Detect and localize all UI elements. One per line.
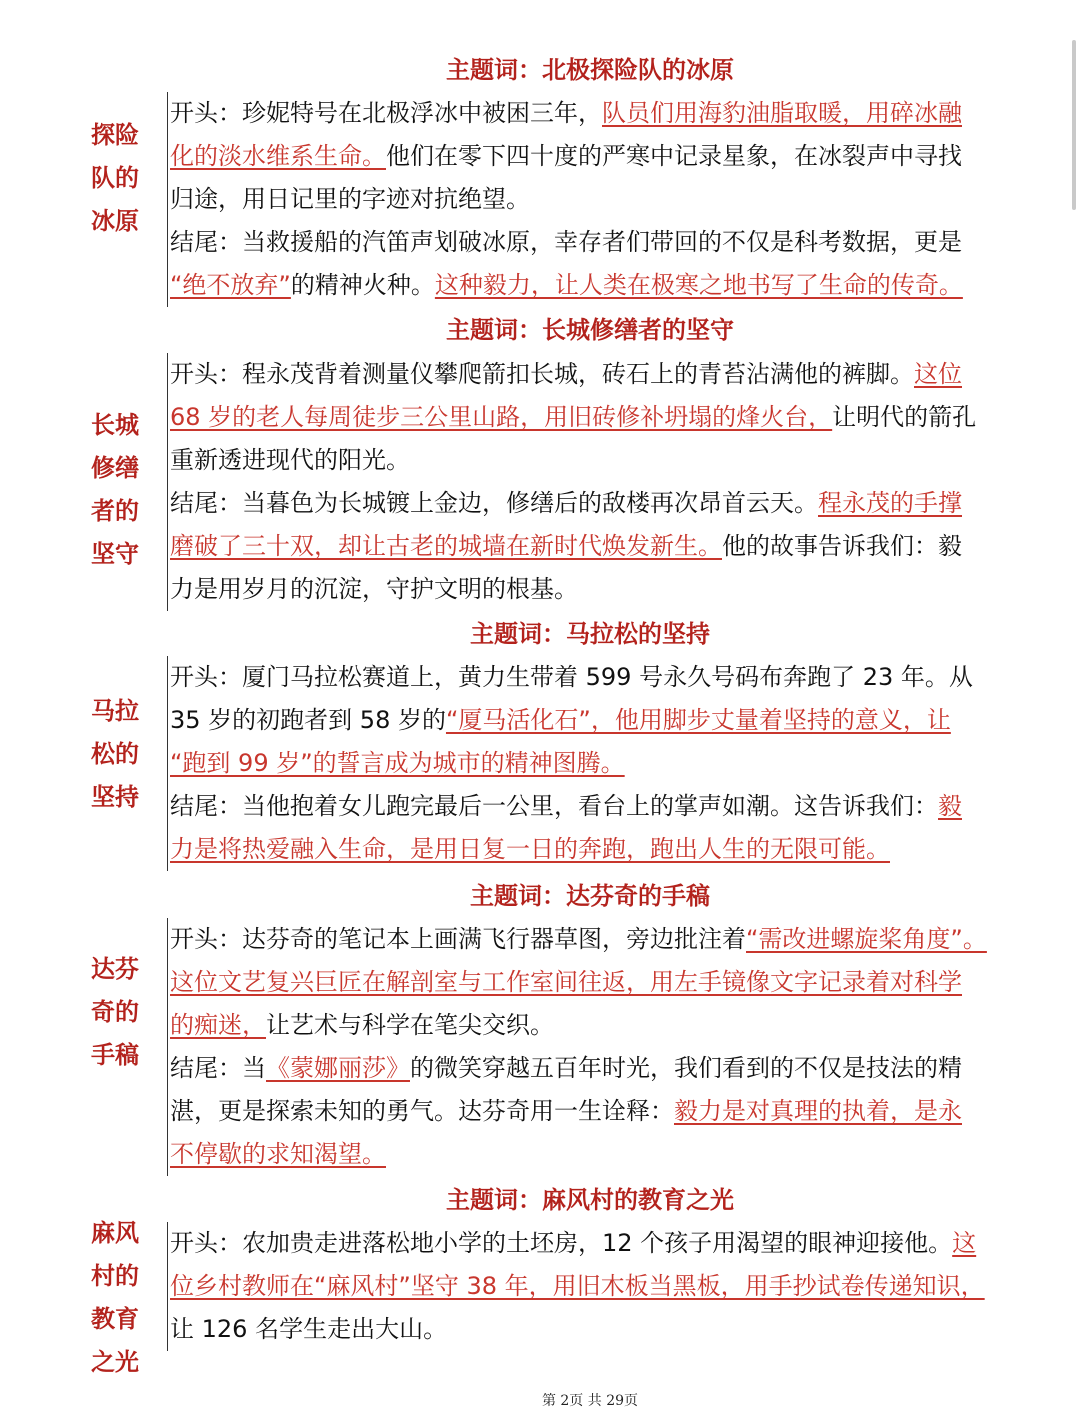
side-label-line: 松的 (91, 740, 139, 768)
side-label-line: 村的 (91, 1262, 139, 1290)
body-text: 开头：达芬奇的笔记本上画满飞行器草图，旁边批注着 (170, 925, 746, 953)
side-label-line: 探险 (91, 121, 139, 149)
section-heading: 主题词：长城修缮者的坚守 (446, 316, 734, 344)
text-line (170, 828, 1022, 871)
text-line (170, 1047, 1022, 1090)
body-text: 让艺术与科学在笔尖交织。 (266, 1011, 554, 1039)
highlighted-text: 《蒙娜丽莎》 (266, 1054, 410, 1082)
section-heading: 主题词：达芬奇的手稿 (470, 882, 710, 910)
text-line (170, 1222, 1022, 1265)
body-text: 35 岁的初跑者到 58 岁的 (170, 706, 446, 734)
highlighted-text: 这位 (914, 360, 962, 388)
highlighted-text: 力是将热爱融入生命，是用日复一日的奔跑，跑出人生的无限可能。 (170, 835, 890, 863)
highlighted-text: 的痴迷， (170, 1011, 266, 1039)
section-heading: 主题词：马拉松的坚持 (470, 620, 710, 648)
side-label (82, 1212, 148, 1384)
highlighted-text: “绝不放弃” (170, 271, 291, 299)
highlighted-text: 程永茂的手撑 (818, 489, 962, 517)
side-label-line: 队的 (91, 164, 139, 192)
side-label-line: 冰原 (91, 207, 139, 235)
body-text: 结尾：当暮色为长城镀上金边，修缮后的敌楼再次昂首云天。 (170, 489, 818, 517)
body-text: 重新透进现代的阳光。 (170, 446, 410, 474)
text-line (170, 92, 1022, 135)
text-line (170, 699, 1022, 742)
highlighted-text: 队员们用海豹油脂取暖，用碎冰融 (602, 99, 962, 127)
section-heading: 主题词：北极探险队的冰原 (446, 56, 734, 84)
text-line (170, 1133, 1022, 1176)
body-text: 开头：农加贵走进落松地小学的土坯房，12 个孩子用渴望的眼神迎接他。 (170, 1229, 953, 1257)
text-line (170, 178, 1022, 221)
section-heading: 主题词：麻风村的教育之光 (446, 1186, 734, 1214)
text-line (170, 656, 1022, 699)
body-text: 结尾：当救援船的汽笛声划破冰原，幸存者们带回的不仅是科考数据，更是 (170, 228, 962, 256)
text-line (170, 439, 1022, 482)
section-body (167, 1222, 1022, 1351)
section-body (167, 92, 1022, 307)
text-line (170, 918, 1022, 961)
highlighted-text: 毅力是对真理的执着，是永 (674, 1097, 962, 1125)
highlighted-text: 68 岁的老人每周徒步三公里山路，用旧砖修补坍塌的烽火台， (170, 403, 833, 431)
page-footer: 第 2页 共 29页 (541, 1393, 639, 1409)
body-text: 湛，更是探索未知的勇气。达芬奇用一生诠释： (170, 1097, 674, 1125)
highlighted-text: “跑到 99 岁”的誓言成为城市的精神图腾。 (170, 749, 625, 777)
body-text: 的微笑穿越五百年时光，我们看到的不仅是技法的精 (410, 1054, 962, 1082)
side-label-line: 手稿 (91, 1041, 139, 1069)
side-label-line: 麻风 (91, 1219, 139, 1247)
side-label-line: 者的 (91, 497, 139, 525)
text-line (170, 1308, 1022, 1351)
text-line (170, 353, 1022, 396)
text-line (170, 482, 1022, 525)
body-text: 他们在零下四十度的严寒中记录星象，在冰裂声中寻找 (386, 142, 962, 170)
side-label-line: 马拉 (91, 697, 139, 725)
body-text: 力是用岁月的沉淀，守护文明的根基。 (170, 575, 578, 603)
highlighted-text: 化的淡水维系生命。 (170, 142, 386, 170)
body-text: 结尾：当 (170, 1054, 266, 1082)
highlighted-text: 位乡村教师在“麻风村”坚守 38 年，用旧木板当黑板，用手抄试卷传递知识， (170, 1272, 985, 1300)
text-line (170, 525, 1022, 568)
side-label-line: 坚守 (91, 540, 139, 568)
text-line (170, 742, 1022, 785)
highlighted-text: “需改进螺旋桨角度”。 (746, 925, 987, 953)
highlighted-text: 不停歇的求知渴望。 (170, 1140, 386, 1168)
text-line (170, 221, 1022, 264)
highlighted-text: 磨破了三十双，却让古老的城墙在新时代焕发新生。 (170, 532, 722, 560)
text-line (170, 1090, 1022, 1133)
text-line (170, 135, 1022, 178)
side-label-line: 教育 (91, 1305, 139, 1333)
text-line (170, 961, 1022, 1004)
body-text: 开头：程永茂背着测量仪攀爬箭扣长城，砖石上的青苔沾满他的裤脚。 (170, 360, 914, 388)
highlighted-text: 毅 (938, 792, 962, 820)
body-text: 结尾：当他抱着女儿跑完最后一公里，看台上的掌声如潮。这告诉我们： (170, 792, 938, 820)
section-body (167, 918, 1022, 1176)
side-label-line: 之光 (91, 1348, 139, 1376)
text-line (170, 1265, 1022, 1308)
highlighted-text: 这种毅力，让人类在极寒之地书写了生命的传奇。 (434, 271, 963, 299)
side-label (82, 404, 148, 576)
body-text: 的精神火种。 (290, 271, 435, 299)
body-text: 开头：厦门马拉松赛道上，黄力生带着 599 号永久号码布奔跑了 23 年。从 (170, 663, 973, 691)
side-label-line: 达芬 (91, 955, 139, 983)
body-text: 他的故事告诉我们：毅 (722, 532, 962, 560)
text-line (170, 1004, 1022, 1047)
body-text: 让 126 名学生走出大山。 (170, 1315, 448, 1343)
text-line (170, 785, 1022, 828)
side-label (82, 114, 148, 243)
side-label (82, 948, 148, 1077)
body-text: 让明代的箭孔 (832, 403, 977, 431)
side-label-line: 长城 (91, 411, 139, 439)
highlighted-text: 这位文艺复兴巨匠在解剖室与工作室间往返，用左手镜像文字记录着对科学 (170, 968, 962, 996)
section-body (167, 656, 1022, 871)
highlighted-text: 这 (952, 1229, 977, 1257)
side-label-line: 坚持 (91, 783, 139, 811)
body-text: 归途，用日记里的字迹对抗绝望。 (170, 185, 530, 213)
text-line (170, 396, 1022, 439)
text-line (170, 568, 1022, 611)
side-label-line: 奇的 (91, 998, 139, 1026)
highlighted-text: “厦马活化石”，他用脚步丈量着坚持的意义，让 (445, 706, 951, 734)
side-label-line: 修缮 (91, 454, 139, 482)
text-line (170, 264, 1022, 307)
side-label (82, 690, 148, 819)
body-text: 开头：珍妮特号在北极浮冰中被困三年， (170, 99, 602, 127)
section-body (167, 353, 1022, 611)
